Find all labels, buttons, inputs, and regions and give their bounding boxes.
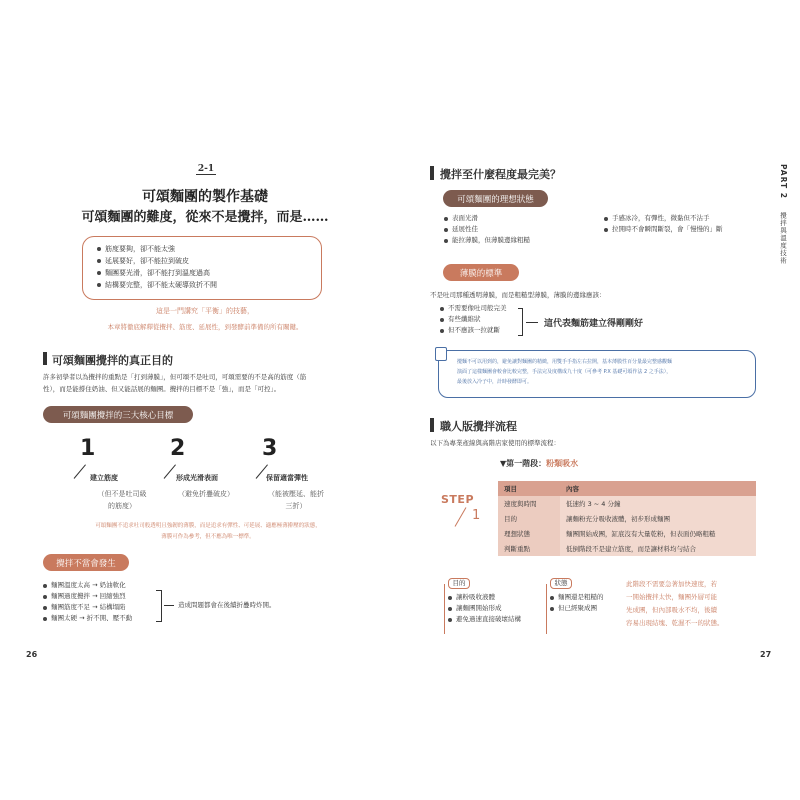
goal-number: 1: [80, 436, 96, 461]
section-number: 2-1: [197, 164, 215, 174]
hint-item: 筋度要夠，卻不能太強: [97, 243, 307, 255]
note-line: 這是一門講究「平衡」的技藝，: [156, 307, 254, 315]
goal-number: 2: [170, 436, 186, 461]
core-goals-pill: 可頌麵團攪拌的三大核心目標: [43, 406, 193, 423]
page-number-right: 27: [760, 650, 772, 659]
ideal-item: 手感冰冷，有彈性，微黏但不沾手: [604, 213, 754, 224]
ideal-left-list: [444, 213, 604, 246]
overmix-item: 麵團筋度不足 → 結構塌陷: [43, 602, 163, 613]
purpose-tag: 目的: [448, 578, 470, 589]
hint-item: 延展要好，卻不能拉到破皮: [97, 255, 307, 267]
overmix-item: 麵團溫度太高 → 奶油軟化: [43, 580, 163, 591]
state-rule: [546, 584, 547, 634]
flow-table: [498, 481, 756, 556]
part-tab: PART 2: [779, 164, 788, 199]
table-header: 內容: [560, 481, 756, 496]
goal-sub: 三折）: [285, 502, 307, 510]
tip-text: 演面了這樣麵團會較會比較完整，手法完及度構成九十度（可參考 P.X 基礎可頌作法 2 之手法），: [457, 369, 672, 375]
side-note: 此階段不需要急著加快速度，若 一開始攪拌太快，麵團外層可能 先成團，但內部吸水不均，後續 容易出現結塊、乾濕不一的狀態。: [626, 580, 724, 627]
state-item: 麵團還是粗糙的: [550, 592, 630, 603]
tip-box: [438, 350, 756, 398]
goal-sub: 的筋度）: [108, 502, 136, 510]
purpose-list: [448, 592, 558, 625]
goal-number: 3: [262, 436, 278, 461]
goal-title: 保留適當彈性: [266, 474, 308, 482]
purpose-heading: 可頌麵團攪拌的真正目的: [52, 354, 173, 367]
membrane-item: 有些纖維狀: [440, 314, 540, 325]
step-number: 1: [472, 508, 481, 523]
step-divider: [455, 507, 467, 527]
membrane-bracket: [518, 308, 523, 336]
table-row: 理想狀態 麵團開始成團，缸底沒有大量乾粉，但表面仍略粗糙: [498, 526, 756, 541]
page-subtitle: 可頌麵團的難度，從來不是攪拌，而是……: [81, 210, 329, 225]
heading-perfect-mix: 攪拌至什麼程度最完美？: [440, 168, 561, 181]
ideal-item: 表面光滑: [444, 213, 604, 224]
table-row: 速度與時間 低速約 3 ~ 4 分鐘: [498, 496, 756, 511]
heading-bar: [430, 166, 434, 180]
flow-intro: 以下為專業產線與高階店家使用的標準流程：: [430, 439, 560, 447]
step-word: STEP: [441, 493, 475, 506]
goal-sub: （避免折疊破皮）: [178, 490, 234, 498]
table-row: 判斷重點 低倒階段不是建立筋度，而是讓材料均勻結合: [498, 541, 756, 556]
goal-sub: （能被壓延、能折: [268, 490, 324, 498]
state-tag: 狀態: [550, 578, 572, 589]
membrane-list: [440, 303, 540, 336]
state-item: 但已經聚成團: [550, 603, 630, 614]
membrane-item: 不需要像吐司般完美: [440, 303, 540, 314]
purpose-item: 讓麵團開始形成: [448, 603, 558, 614]
hint-box: [82, 236, 322, 300]
ideal-item: 拉開時不會瞬間斷裂，會「慢慢的」斷: [604, 224, 754, 235]
notepad-icon: [435, 347, 447, 361]
goal-title: 建立筋度: [90, 474, 118, 482]
overmix-result: 造成問題都會在後續折疊時炸開。: [178, 601, 276, 609]
ideal-state-pill: 可頌麵團的理想狀態: [443, 190, 548, 207]
overmix-list: [43, 580, 163, 624]
heading-bar: [430, 418, 434, 432]
page-number-left: 26: [26, 650, 38, 659]
overmix-item: 麵團過度攪拌 → 回縮強烈: [43, 591, 163, 602]
heading-bar: [43, 352, 47, 365]
ideal-item: 延展性佳: [444, 224, 604, 235]
core-note: 可頌麵團不追求吐司般透明且強韌的薄膜，而是追求有彈性、可延展、適應極薄擀壓的狀態，: [95, 523, 321, 529]
hint-item: 結構要完整，卻不能太硬導致折不開: [97, 279, 307, 291]
page-title: 可頌麵團的製作基礎: [142, 189, 268, 205]
membrane-item: 但不應該一拉就斷: [440, 325, 540, 336]
hint-item: 麵團要光滑，卻不能打到溫度過高: [97, 267, 307, 279]
arrow-icon: [526, 322, 538, 323]
note-line: 本章將徹底解釋從攪拌、筋度、延展性，到發酵前準備的所有關鍵。: [107, 323, 303, 331]
table-header: 項目: [498, 481, 560, 496]
goal-sub: （但不是吐司級: [97, 490, 147, 498]
goal-divider: [164, 464, 176, 478]
arrow-icon: [164, 605, 174, 606]
purpose-text: 性），而是能撐住奶油、但又能話展的麵團。攪拌的目標不是「強」，而是「可控」。: [43, 385, 281, 393]
purpose-item: 避免過速直接破壞結構: [448, 614, 558, 625]
ideal-right-list: [604, 213, 754, 235]
table-row: 目的 讓麵粉充分吸收液體，初步形成麵團: [498, 511, 756, 526]
purpose-item: 讓粉吸收液體: [448, 592, 558, 603]
membrane-intro: 不是吐司那種透明薄膜，而是粗糙型薄膜，薄膜的邊緣應該：: [430, 291, 606, 299]
membrane-pill: 薄膜的標準: [443, 264, 519, 281]
stage-label: ▼第一階段： 粉類吸水: [500, 459, 579, 468]
ideal-item: 能拉薄膜，但薄膜邊緣粗糙: [444, 235, 604, 246]
chapter-tab: 攪拌與溫度技術: [779, 212, 787, 265]
goal-divider: [74, 464, 86, 478]
overmix-pill: 攪拌不當會發生: [43, 554, 129, 571]
goal-title: 形成光滑表面: [176, 474, 218, 482]
tip-text: 攪麵不可以用到的，避免讓對麵團的精緻，用雙手手指左右拉開，基本薄膜性百分量最完整感觀麵: [457, 359, 673, 365]
overmix-item: 麵團太硬 → 折不開、壓不動: [43, 613, 163, 624]
overmix-bracket: [156, 590, 162, 622]
state-list: [550, 592, 630, 614]
purpose-rule: [444, 584, 445, 634]
purpose-text: 許多初學者以為攪拌的重點是「打到薄膜」，但可頌不是吐司，可頌需要的不是高的筋度（筋: [43, 373, 307, 381]
tip-text: 最後放入冷子中，計時發酵即可。: [457, 379, 533, 385]
core-note: 薄膜可作為參考，但不應為唯一標準。: [161, 534, 255, 540]
membrane-result: 這代表麵筋建立得剛剛好: [544, 319, 644, 329]
heading-pro-flow: 職人版攪拌流程: [440, 420, 517, 433]
